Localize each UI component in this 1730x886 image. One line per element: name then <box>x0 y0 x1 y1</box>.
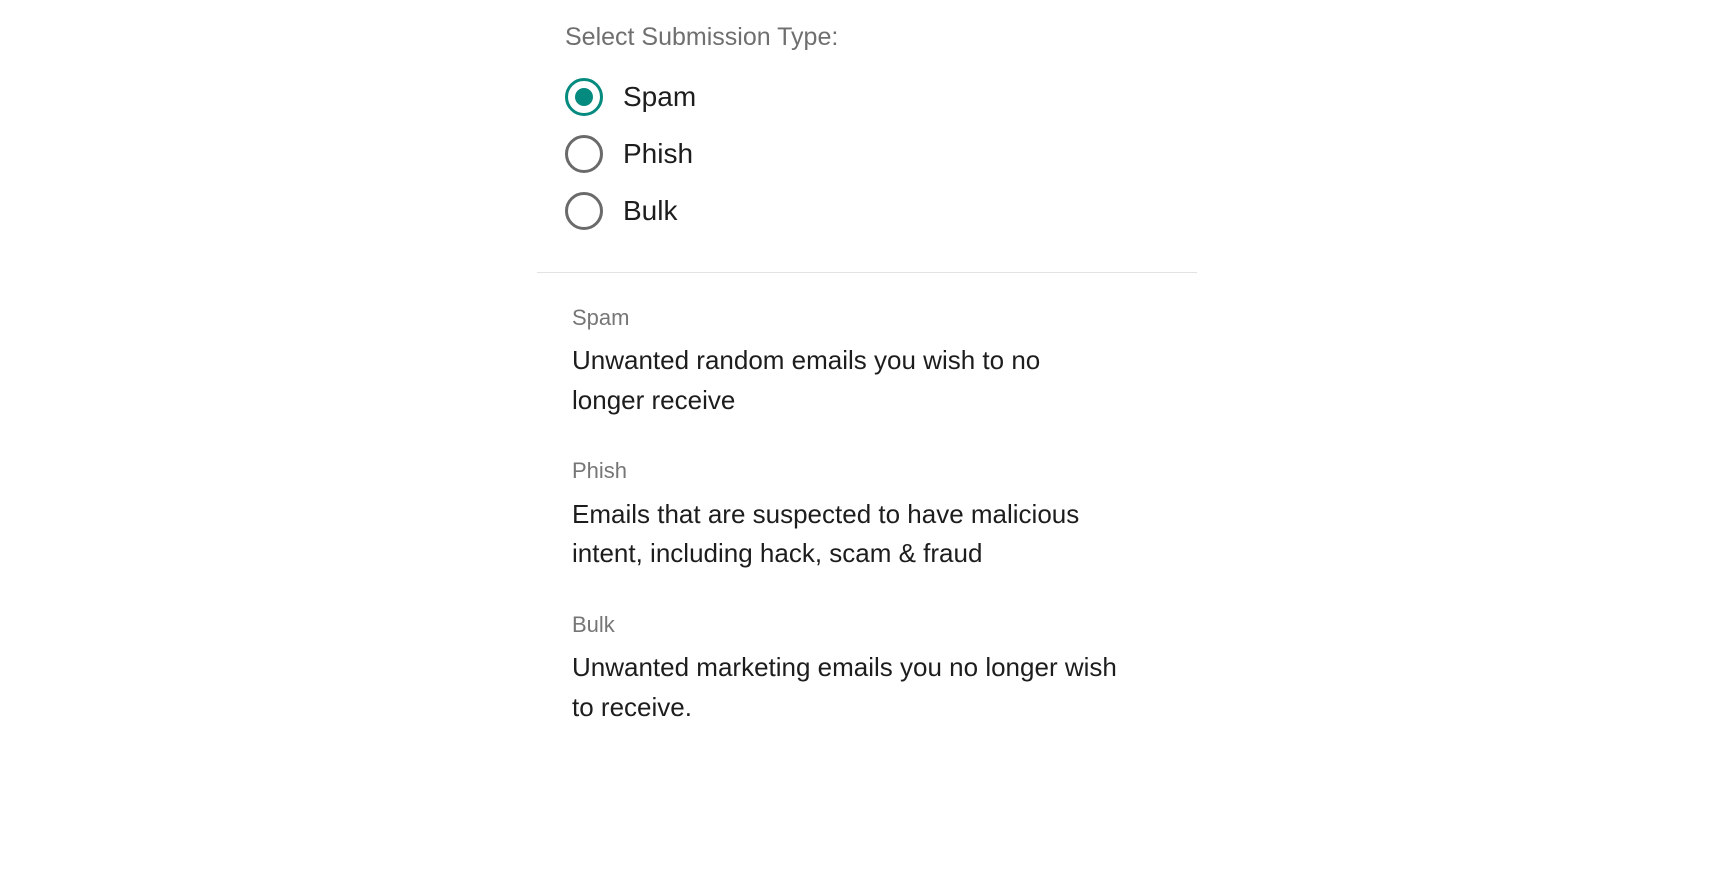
radio-label-spam: Spam <box>623 80 697 112</box>
description-body-bulk: Unwanted marketing emails you no longer wish to receive. <box>572 652 1117 722</box>
radio-icon-spam[interactable] <box>565 78 603 116</box>
radio-option-bulk[interactable] <box>565 182 1200 239</box>
description-spam <box>572 305 1200 420</box>
submission-type-radio-group[interactable] <box>540 68 1200 239</box>
description-title-bulk: Bulk <box>572 611 615 637</box>
description-body-spam: Unwanted random emails you wish to no longer receive <box>572 345 1041 415</box>
description-title-spam: Spam <box>572 305 630 330</box>
radio-icon-bulk[interactable] <box>565 192 603 230</box>
description-body-phish: Emails that are suspected to have malicious intent, including hack, scam & fraud <box>572 498 1080 569</box>
radio-icon-phish[interactable] <box>565 135 603 173</box>
radio-label-phish: Phish <box>623 137 694 169</box>
radio-option-spam[interactable] <box>565 68 1200 125</box>
description-phish <box>572 458 1200 573</box>
submission-type-panel <box>540 0 1200 765</box>
submission-type-descriptions <box>540 273 1200 727</box>
radio-option-phish[interactable] <box>565 125 1200 182</box>
radio-label-bulk: Bulk <box>623 194 678 226</box>
description-bulk <box>572 612 1200 727</box>
description-title-phish: Phish <box>572 458 628 484</box>
section-label: Select Submission Type: <box>565 23 839 51</box>
